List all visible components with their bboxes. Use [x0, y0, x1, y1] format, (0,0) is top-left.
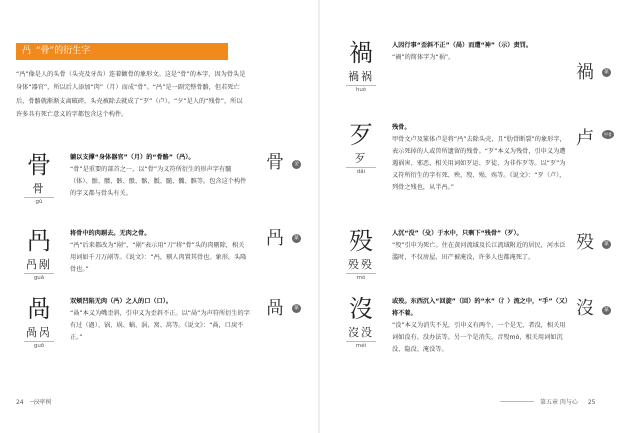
entry-lead: 躺以支撑“身体器官”（月）的“骨骼”（冎）。	[70, 154, 195, 161]
side-glyph	[572, 128, 598, 150]
pinyin: guō	[24, 341, 54, 349]
side-seal: 殁	[576, 232, 594, 253]
seal-character: 沒	[349, 295, 373, 323]
entry-body: “冎”后来都改为“剐”，“剐”表示用“刀”将“骨”头的肉剔除，相关用词如千刀万剐等。《说文》：“冎，剔人肉置其骨也。象形，头隆骨也。”	[70, 242, 247, 273]
modern-character: 冎剐	[26, 258, 52, 271]
footer-rule	[500, 401, 534, 402]
section-glyph: 冎	[22, 46, 32, 56]
entry-text	[70, 152, 250, 200]
entry-body: “咼”本义为嘴歪斜，引申义为歪斜不正。以“咼”为声符所衍生的字有过（過）、锅、埚、蜗、涡、窝、莴等。《说文》：“咼，口戾不正。”	[70, 310, 250, 341]
entry-text	[392, 228, 570, 264]
char-box	[338, 294, 384, 349]
char-box	[338, 38, 384, 93]
entry-text	[392, 122, 570, 194]
side-seal: 冎	[266, 228, 284, 249]
seal-character: 禍	[349, 39, 373, 67]
side-glyph	[262, 152, 288, 174]
footer-right	[540, 397, 595, 406]
entry-body: “骨”是重要的部首之一，以“骨”为义符所衍生的形声字有髓（体）、骷、髅、骸、骰、髂、骶、髓、髑、髌等。包含这个构件的字义都与骨头有关。	[70, 166, 247, 197]
side-glyph	[572, 298, 598, 320]
page-number: 24	[16, 399, 24, 406]
section-title: “骨”的衍生字	[35, 46, 91, 56]
script-tag: 篆	[603, 69, 609, 75]
chapter-title: 第五章 肉与心	[540, 399, 578, 406]
page-number: 25	[587, 399, 596, 406]
pinyin: dǎi	[346, 167, 376, 175]
side-seal: 咼	[266, 298, 284, 319]
seal-character: 殁	[349, 227, 373, 255]
entry-text	[70, 228, 250, 276]
entry-lead: 将骨中的肉剔去。无肉之骨。	[70, 230, 151, 237]
seal-character: 骨	[27, 151, 51, 179]
side-seal: 沒	[576, 298, 594, 319]
entry-body: “禍”的简体字为“祸”。	[392, 54, 455, 61]
entry-lead: 人因行事“歪斜不正”（咼）而遭“神”（示）责罚。	[392, 42, 533, 49]
char-box	[338, 226, 384, 281]
pinyin: guǎ	[24, 273, 54, 281]
side-glyph	[572, 232, 598, 254]
seal-character: 咼	[27, 295, 51, 323]
pinyin: mò	[346, 273, 376, 281]
seal-character: 歹	[349, 121, 373, 149]
entry-body: 甲骨文卢及篆体卢是将“冎”去除头壳，且“肋骨断裂”的象形字，表示死掉的人或兽所遗留的残骨。“歹”本义为残骨，引申义为遭遇祸害、邪恶，相关用词如歹运、歹徒、为非作歹等。以“歹”为义符所衍生的字有死、殃、殁、殒、殇等。《说文》：“歹（卢），列骨之残也，从半冎。”	[392, 136, 566, 191]
section-title-bar	[16, 43, 228, 60]
side-seal: 卢	[576, 128, 594, 149]
entry-body: “殁”引申为死亡。住在黄河流域及长江流域附近的居民，河水泛滥时，不仅房屋、田产被淹没，许多人也都淹死了。	[392, 242, 566, 261]
entry-lead: 双颊凹陷无肉（冎）之人的口（口）。	[70, 298, 173, 305]
modern-character: 殁殁	[348, 258, 374, 271]
modern-character: 咼呙	[26, 326, 52, 339]
entry-body: “没”本义为消失不见，引申义有两个，一个是无、者没，相关用词如没有、没办法等。另一个是消失，音殁mò，相关用词如沉没、隐没、淹没等。	[392, 322, 566, 353]
modern-character: 禍祸	[348, 70, 374, 83]
footer-rule	[30, 401, 44, 402]
char-box	[16, 294, 62, 349]
script-tag: 篆	[293, 235, 299, 241]
intro-paragraph: “冎”像是人的头骨（头壳及牙齿）连着颧骨的象形文。这是“骨”的本字，因为骨头是身体“器官”，所以后人添加“肉”（月）而成“骨”。“冎”是一副完整骨骼，但若死亡后，骨骼就渐渐支离破碎，头壳被除去就成了“歹”（卢）。“夕”是人的“残骨”，所以许多具有死亡意义的字都包含这个构件。	[16, 71, 246, 119]
right-page	[320, 0, 640, 433]
book-title: 汉字树	[33, 399, 52, 406]
side-seal: 禍	[576, 62, 594, 83]
pinyin: gǔ	[24, 197, 54, 205]
char-box	[338, 120, 384, 175]
footer-left	[16, 397, 52, 406]
modern-character: 歹	[354, 152, 368, 165]
char-box	[16, 226, 62, 281]
char-box	[16, 150, 62, 205]
entry-text	[70, 296, 250, 344]
seal-character: 冎	[27, 227, 51, 255]
script-tag: 篆	[603, 241, 609, 247]
entry-text	[392, 40, 570, 64]
entry-lead: 或殁。东西沉入“回旋”（回）的“水”（氵）流之中，“手”（又）将不着。	[392, 298, 568, 317]
script-tag: 篆	[293, 305, 299, 311]
entry-lead: 人沉“没”（殳）于水中，只剩下“残骨”（歹）。	[392, 230, 523, 237]
script-tag: 甲骨	[604, 132, 612, 137]
entry-lead: 残骨。	[392, 124, 411, 131]
script-tag: 篆	[603, 307, 609, 313]
left-page	[0, 0, 318, 433]
side-glyph	[262, 298, 288, 320]
modern-character: 骨	[32, 182, 46, 195]
entry-text	[392, 296, 570, 356]
side-glyph	[572, 62, 598, 84]
pinyin: méi	[346, 341, 376, 349]
modern-character: 沒没	[348, 326, 374, 339]
script-tag: 金	[293, 161, 299, 167]
pinyin: huò	[346, 85, 376, 93]
side-glyph	[262, 228, 288, 250]
side-seal: 骨	[266, 152, 284, 173]
